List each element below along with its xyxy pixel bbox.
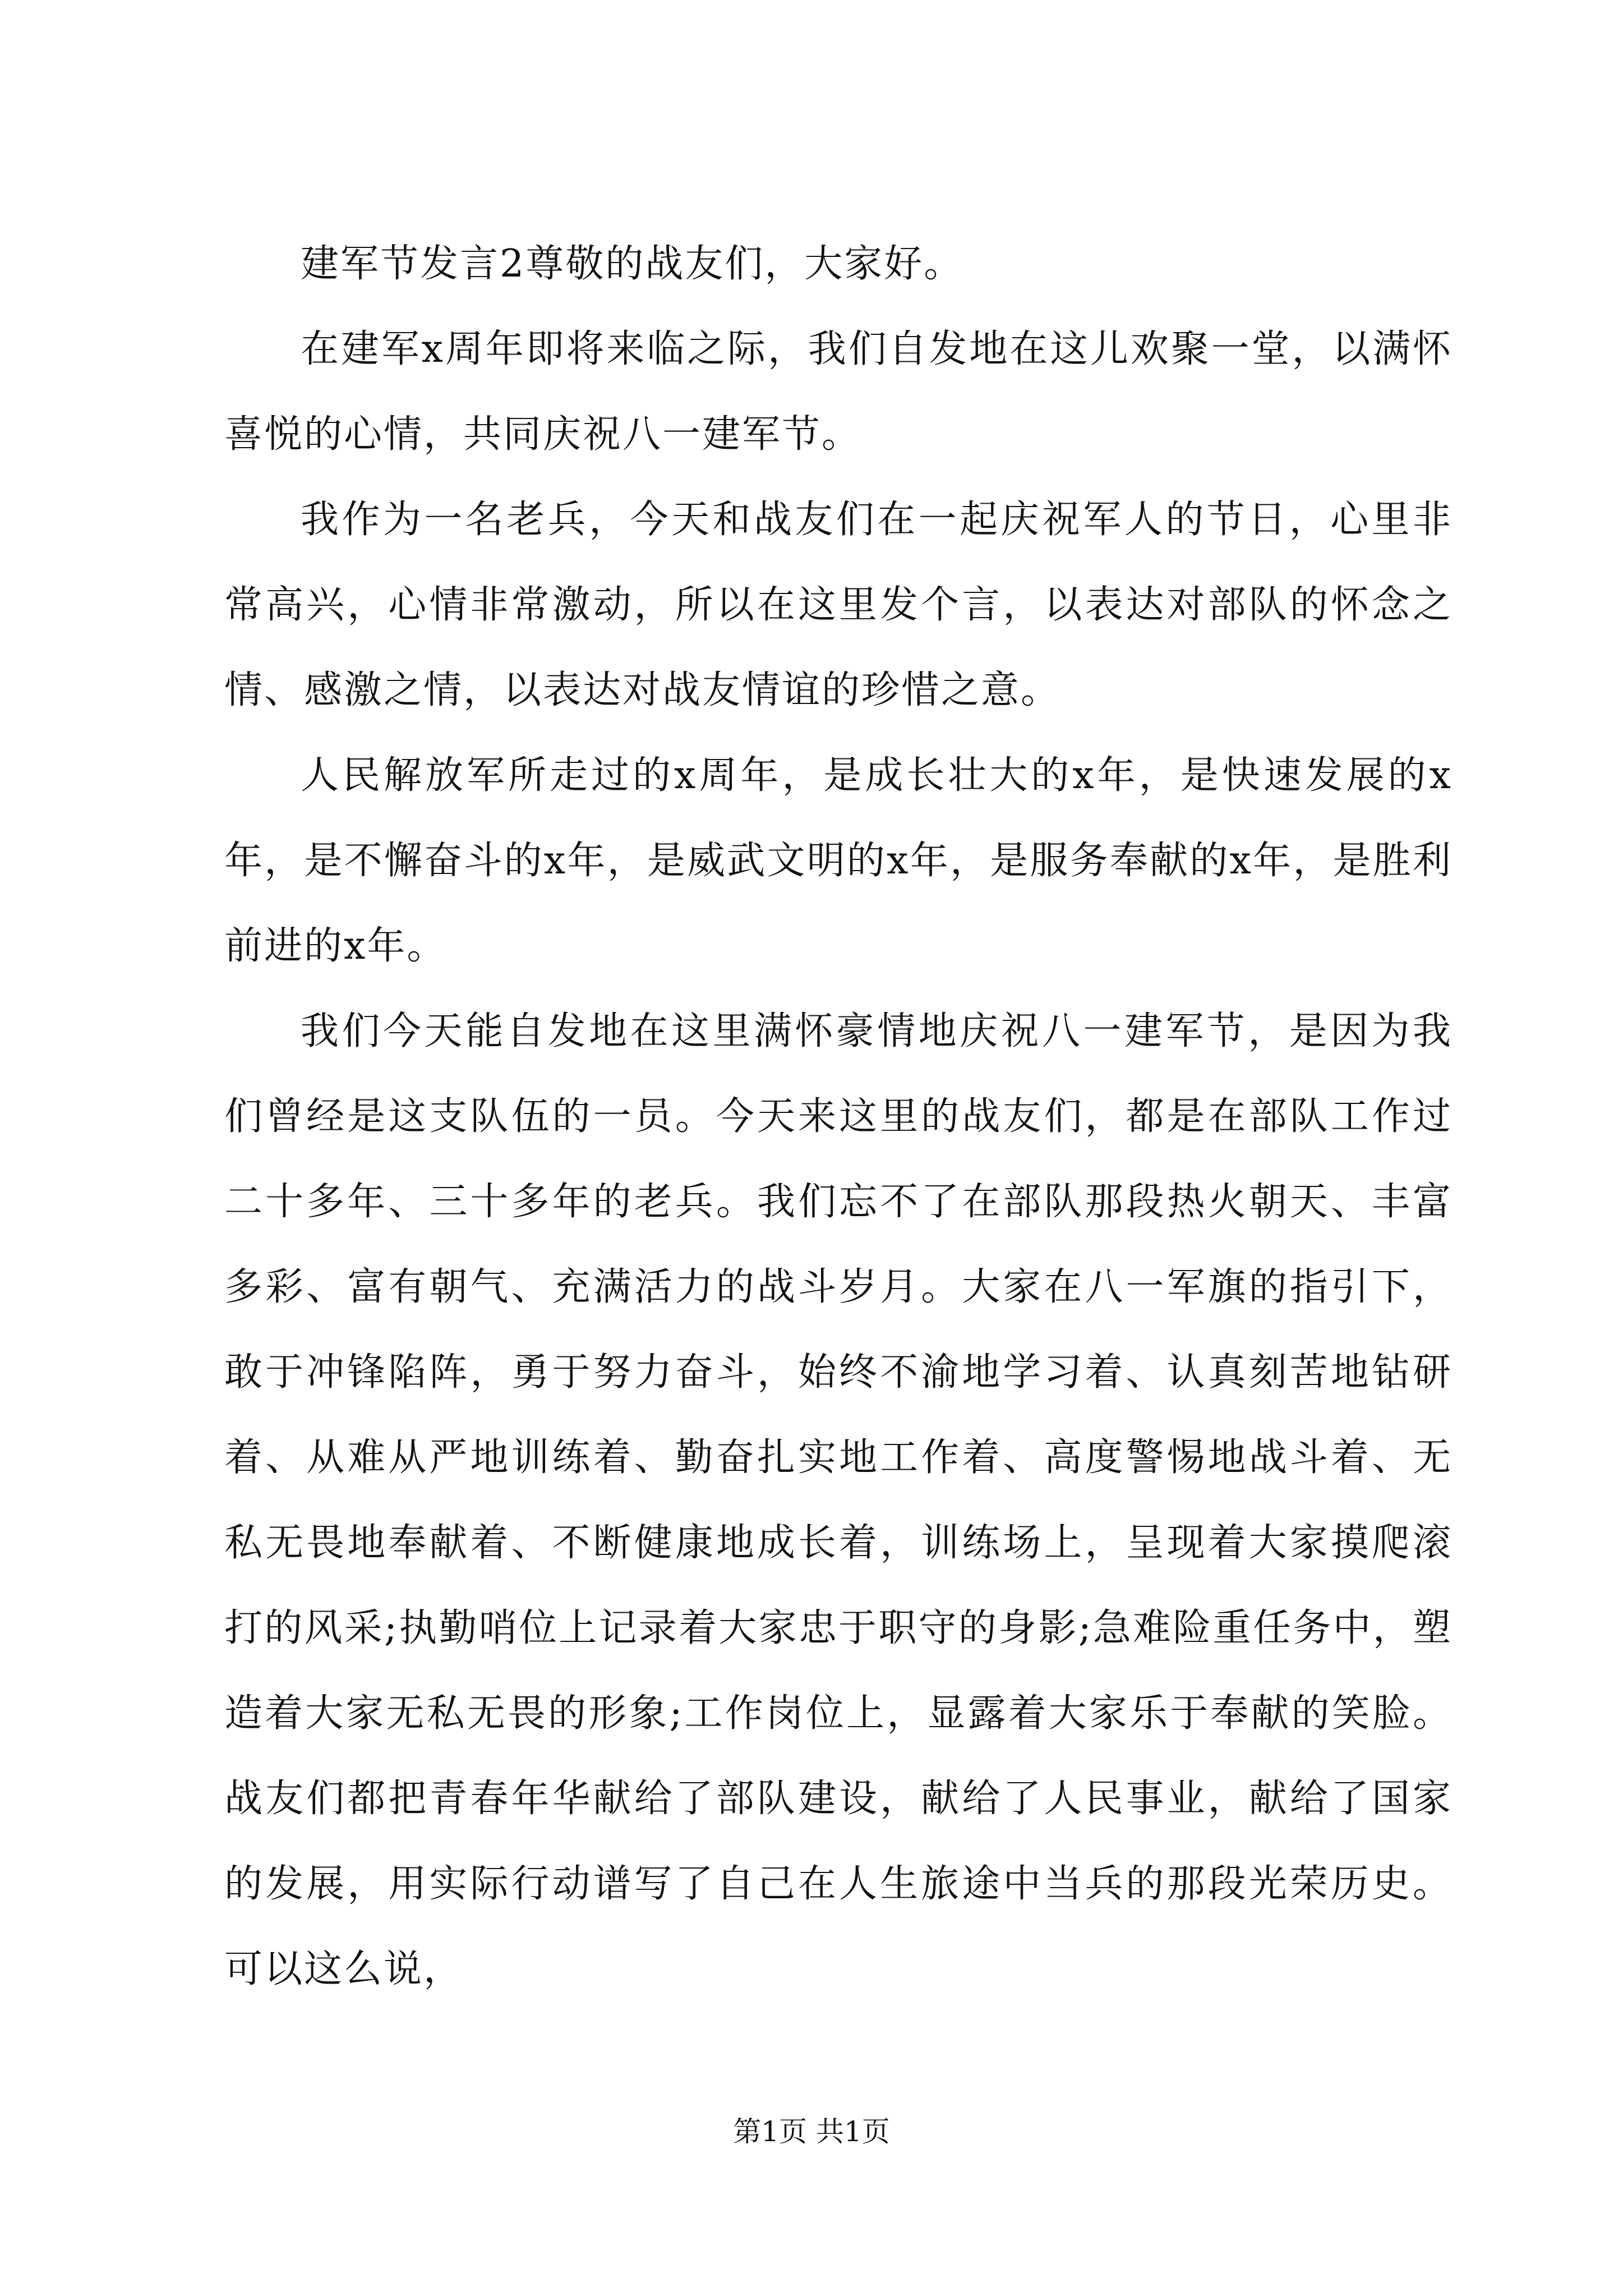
paragraph-3: 我作为一名老兵，今天和战友们在一起庆祝军人的节日，心里非常高兴，心情非常激动，所以在这里发个言，以表达对部队的怀念之情、感激之情，以表达对战友情谊的珍惜之意。	[224, 498, 1453, 712]
paragraph-1: 建军节发言2尊敬的战友们，大家好。	[301, 242, 964, 286]
page-footer: 第1页 共1页	[733, 2115, 890, 2148]
paragraph-5: 我们今天能自发地在这里满怀豪情地庆祝八一建军节，是因为我们曾经是这支队伍的一员。今天来这里的战友们，都是在部队工作过二十多年、三十多年的老兵。我们忘不了在部队那段热火朝天、丰富多彩、富有朝气、充满活力的战斗岁月。大家在八一军旗的指引下，敢于冲锋陷阵，勇于努力奋斗，始终不渝地学习着、认真刻苦地钻研着、从难从严地训练着、勤奋扎实地工作着、高度警惕地战斗着、无私无畏地奉献着、不断健康地成长着，训练场上，呈现着大家摸爬滚打的风采;执勤哨位上记录着大家忠于职守的身影;急难险重任务中，塑造着大家无私无畏的形象;工作岗位上，显露着大家乐于奉献的笑脸。战友们都把青春年华献给了部队建设，献给了人民事业，献给了国家的发展，用实际行动谱写了自己在人生旅途中当兵的那段光荣历史。可以这么说，	[224, 1009, 1453, 1991]
paragraph-2: 在建军x周年即将来临之际，我们自发地在这儿欢聚一堂，以满怀喜悦的心情，共同庆祝八一建军节。	[224, 327, 1453, 457]
paragraph-4: 人民解放军所走过的x周年，是成长壮大的x年，是快速发展的x年，是不懈奋斗的x年，是威武文明的x年，是服务奉献的x年，是胜利前进的x年。	[224, 753, 1453, 968]
document-body	[224, 222, 1453, 2012]
